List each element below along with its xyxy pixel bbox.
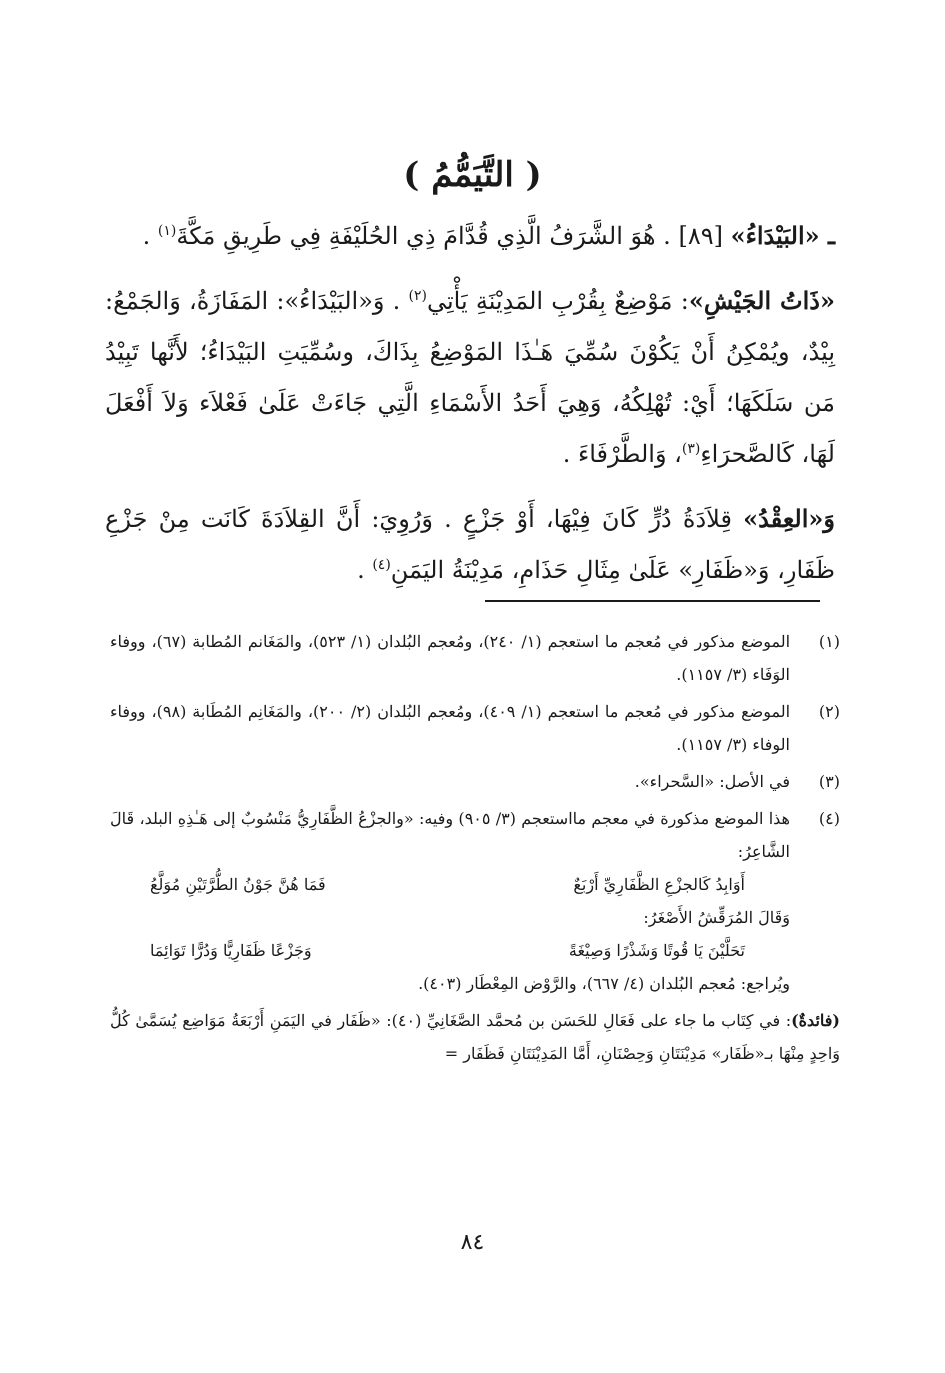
footnote-2	[110, 695, 840, 761]
paragraph-al-iqd	[105, 493, 835, 596]
poem-verse-1	[110, 868, 790, 901]
footnote-text: الموضع مذكور في مُعجم ما استعجم (١/ ٢٤٠)، ومُعجم البُلدان (١/ ٥٢٣)، والمَغَانم المُطابة (٦٧)، ووفاء الوَفَاء (٣/ ١١٥٧).	[110, 632, 791, 684]
paragraph-text: [٨٩] . هُوَ الشَّرَفُ الَّذِي قُدَّامَ ذِي الحُلَيْفَةِ فِي طَرِيقِ مَكَّةَ	[176, 222, 731, 250]
verse-first-hemistich: تَحَلَّيْنَ يَا قُوتًا وَشَذْرًا وَصِيْغَةً	[568, 941, 745, 960]
paragraph-end: ، وَالطَّرْفَاءَ .	[562, 440, 682, 468]
footnote-ref[interactable]: (١)	[157, 223, 177, 239]
paragraph-end: .	[142, 222, 158, 250]
page-number: ٨٤	[460, 1230, 485, 1255]
poem-verse-2	[110, 934, 790, 967]
footnote-number: (٢)	[818, 702, 840, 721]
footnote-1	[110, 625, 840, 691]
paragraph-text: قِلاَدَةُ دُرٍّ كَانَ فِيْهَا، أَوْ جَزْعٍ . وَرُوِيَ: أَنَّ القِلاَدَةَ كَانَت مِنْ جَزْعِ ظَفَارِ، وَ«ظَفَارِ» عَلَىٰ مِثَالِ حَذَامِ، مَدِيْنَةُ اليَمَنِ	[105, 505, 835, 584]
footnote-text: ويُراجع: مُعجم البُلدان (٤/ ٦٦٧)، والرَّوْض المِعْطَار (٤٠٣).	[418, 974, 790, 993]
benefit-text: : في كِتَاب ما جاء على فَعَالِ للحَسَن بن مُحمَّد الصَّغَانِيِّ (٤٠): «ظَفَار في اليَمَنِ أَرْبَعَةُ مَوَاضِع يُسَمَّىٰ كُلُّ وَاحِدٍ مِنْهَا بـ«ظَفَار» مَدِيْنَتَانِ وَحِصْنَانِ، أَمَّا المَدِيْنَتَانِ فَظَفَار =	[110, 1011, 840, 1063]
footnote-ref[interactable]: (٣)	[681, 441, 701, 457]
verse-second-hemistich: فَمَا هُنَّ جَوْنُ الطُّرَّتَيْنِ مُوَلَّعُ	[150, 875, 326, 894]
section-title: ( التَّيَمُّمُ )	[403, 155, 542, 195]
footnote-3	[110, 765, 840, 798]
footnote-number: (٣)	[818, 772, 840, 791]
footnote-text: في الأصل: «السَّحراء».	[634, 772, 790, 791]
footnote-number: (١)	[818, 632, 840, 651]
footnote-ref[interactable]: (٢)	[408, 288, 427, 304]
keyword: «ذَاتُ الجَيْشِ»	[688, 286, 835, 315]
verse-first-hemistich: أَوَابِدُ كَالجزْعِ الظَّفَارِيِّ أَرْبَعٌ	[573, 875, 745, 894]
benefit-note	[110, 1004, 840, 1070]
paragraph-text: : مَوْضِعٌ بِقُرْبِ المَدِيْنَةِ يَأْتِي	[426, 287, 689, 315]
footnote-divider	[485, 600, 820, 602]
paragraph-baydaa	[105, 210, 835, 262]
footnote-text: هذا الموضع مذكورة في معجم مااستعجم (٣/ ٩٠٥) وفيه: «والجزْعُ الظَّفَارِيُّ مَنْسُوبٌ إلى هَـٰذِهِ البلد، قَالَ الشَّاعِرُ:	[110, 809, 790, 861]
footnote-text: الموضع مذكور في مُعجم ما استعجم (١/ ٤٠٩)، ومُعجم البُلدان (٢/ ٢٠٠)، والمَغَانِم المُطَابة (٩٨)، ووفاء الوفاء (٣/ ١١٥٧).	[110, 702, 791, 754]
main-text	[105, 210, 835, 596]
footnote-number: (٤)	[818, 809, 840, 828]
paragraph-end: .	[357, 556, 373, 584]
footnote-4	[110, 802, 840, 1000]
verse-second-hemistich: وَجَزْعًا ظَفَارِيًّا وَدُرًّا تَوَائِمَا	[150, 941, 312, 960]
footnotes	[110, 625, 840, 1086]
paragraph-dhat-al-jaysh	[105, 275, 835, 480]
footnote-text: وَقَالَ المُرَقِّشُ الأَصْغَرُ:	[643, 908, 790, 927]
keyword: وَ«العِقْدُ»	[743, 504, 835, 533]
paragraph-text: . وَ«البَيْدَاءُ»: المَفَازَةُ، وَالجَمْعُ: بِيْدٌ، ويُمْكِنُ أَنْ يَكُوْنَ سُمِّيَ هَـٰذَا المَوْضِعُ بِذَاكَ، وسُمِّيَتِ البَيْدَاءُ؛ لأَنَّها تَبِيْدُ مَن سَلَكَهَا؛ أَيْ: تُهْلِكُهُ، وَهِيَ أَحَدُ الأَسْمَاءِ الَّتِي جَاءَتْ عَلَىٰ فَعْلاَء وَلاَ أَفْعَلَ لَهَا، كَالصَّحرَاءِ	[105, 287, 836, 468]
benefit-label: (فائدةٌ)	[791, 1011, 840, 1030]
keyword: ـ «البَيْدَاءُ»	[730, 221, 835, 250]
footnote-ref[interactable]: (٤)	[372, 557, 391, 573]
